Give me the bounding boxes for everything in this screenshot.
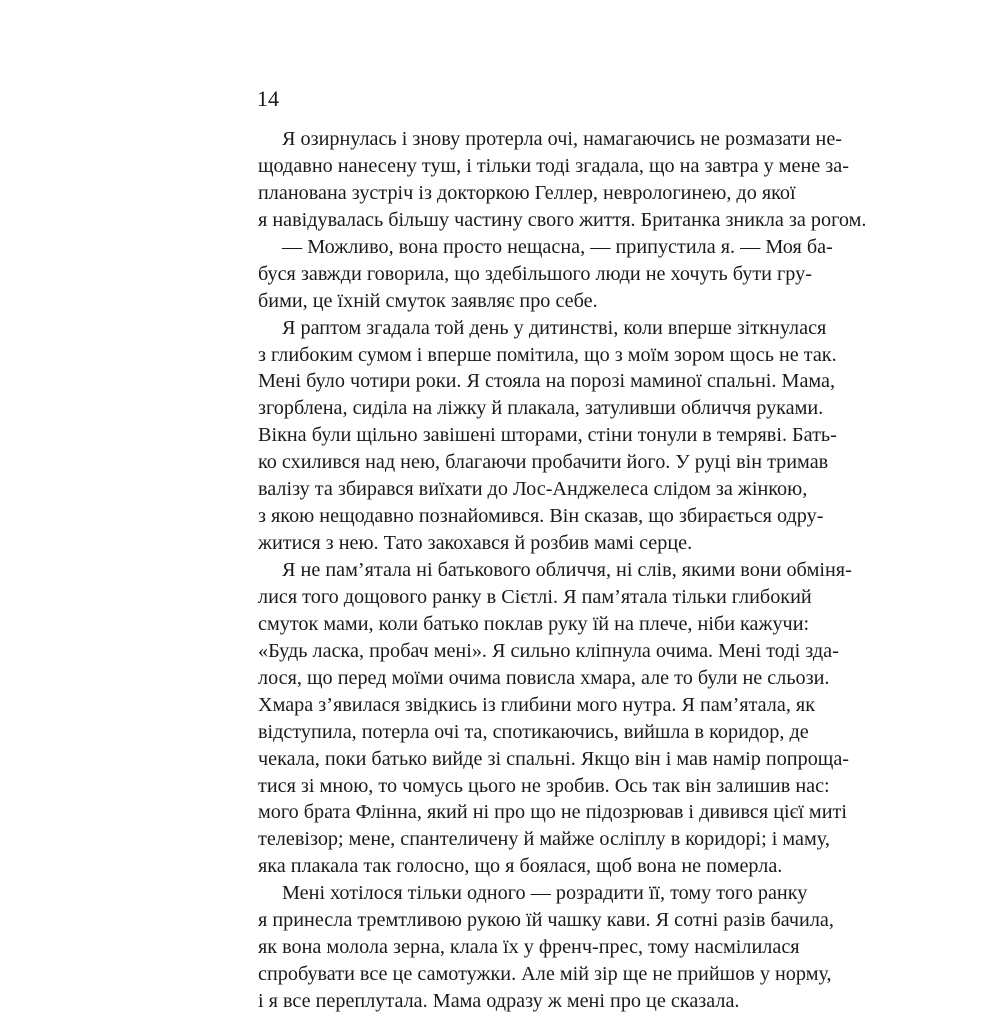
paragraph [258, 880, 834, 1015]
text-line: з глибоким сумом і вперше помітила, що з моїм зором щось не так. [258, 343, 837, 366]
paragraph [258, 234, 833, 315]
text-line: Мені було чотири роки. Я стояла на порозі маминої спальні. Мама, [258, 370, 836, 393]
text-line: спробувати все це самотужки. Але мій зір ще не прийшов у норму, [258, 963, 832, 986]
text-line: щодавно нанесену туш, і тільки тоді згадала, що на завтра у мене за- [258, 154, 849, 177]
text-line: смуток мами, коли батько поклав руку їй на плече, ніби кажучи: [258, 612, 810, 635]
text-line: телевізор; мене, спантеличену й майже осліплу в коридорі; і маму, [258, 828, 830, 851]
text-line: з якою нещодавно познайомився. Він сказав, що збирається одру- [258, 505, 824, 528]
text-line: лося, що перед моїми очима повисла хмара, але то були не сльози. [258, 666, 830, 689]
text-line: згорблена, сиділа на ліжку й плакала, затуливши обличчя руками. [258, 397, 824, 420]
text-line: житися з нею. Тато закохався й розбив мамі серце. [258, 532, 693, 555]
text-line: Я озирнулась і знову протерла очі, намагаючись не розмазати не- [282, 128, 843, 150]
text-line: Я не пам’ятала ні батькового обличчя, ні слів, якими вони обміня- [282, 559, 852, 581]
text-line: Я раптом згадала той день у дитинстві, коли вперше зіткнулася [282, 316, 827, 339]
text-line: планована зустріч із докторкою Геллер, неврологинею, до якої [258, 181, 796, 204]
text-line: Мені хотілося тільки одного — розрадити її, тому того ранку [282, 882, 808, 905]
text-line: тися зі мною, то чомусь цього не зробив. Ось так він залишив нас: [258, 774, 830, 797]
text-line: відступила, потерла очі та, спотикаючись, вийшла в коридор, де [258, 720, 809, 743]
paragraph [258, 315, 837, 557]
text-line: «Будь ласка, пробач мені». Я сильно кліпнула очима. Мені тоді зда- [258, 639, 839, 662]
text-line: буся завжди говорила, що здебільшого люди не хочуть бути гру- [258, 262, 812, 285]
text-line: і я все переплутала. Мама одразу ж мені про це сказала. [258, 990, 740, 1012]
text-line: як вона молола зерна, клала їх у френч-прес, тому насмілилася [258, 936, 800, 959]
text-line: лися того дощового ранку в Сієтлі. Я пам’ятала тільки глибокий [258, 585, 812, 608]
text-line: я навідувалась більшу частину свого життя. Британка зникла за рогом. [258, 208, 867, 231]
page-number: 14 [257, 86, 279, 111]
text-line: бими, це їхній смуток заявляє про себе. [258, 289, 598, 312]
text-line: мого брата Флінна, який ні про що не підозрював і дивився цієї миті [258, 801, 847, 824]
paragraph [258, 557, 852, 880]
text-line: — Можливо, вона просто нещасна, — припустила я. — Моя ба- [282, 235, 833, 258]
body-text [258, 126, 867, 1015]
text-line: яка плакала так голосно, що я боялася, щоб вона не померла. [258, 855, 783, 878]
text-line: чекала, поки батько вийде зі спальні. Якщо він і мав намір попроща- [258, 747, 850, 770]
paragraph [258, 126, 867, 234]
text-line: я принесла тремтливою рукою їй чашку кави. Я сотні разів бачила, [258, 909, 834, 932]
text-line: ко схилився над нею, благаючи пробачити його. У руці він тримав [258, 451, 829, 474]
text-line: валізу та збирався виїхати до Лос-Анджелеса слідом за жінкою, [258, 478, 808, 501]
text-line: Хмара з’явилася звідкись із глибини мого нутра. Я пам’ятала, як [258, 693, 816, 716]
text-line: Вікна були щільно завішені шторами, стіни тонули в темряві. Бать- [258, 424, 837, 447]
